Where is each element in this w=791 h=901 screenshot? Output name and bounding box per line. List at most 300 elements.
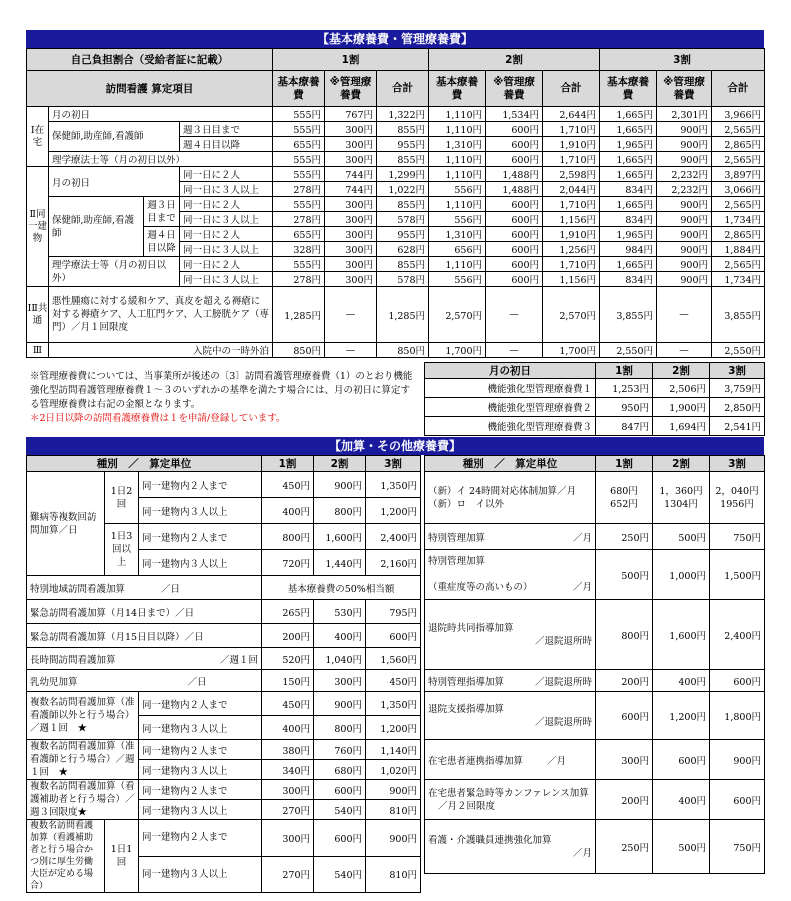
tokubetsu-kanri2-label [425, 550, 596, 600]
fee-cell: 530円 [314, 600, 366, 624]
fee-cell: 278円 [273, 272, 325, 287]
row-label: 同一日に３人以上 [180, 182, 273, 197]
fee-cell: 基本療養費の50%相当額 [262, 576, 421, 600]
fee-cell: 270円 [262, 800, 314, 820]
fee-cell: 3,855円 [712, 287, 765, 343]
fee-cell: 800円 [314, 498, 366, 524]
fee-cell: 500円 [596, 550, 653, 600]
kinou-head: 月の初日 [425, 363, 596, 379]
fee-cell: 300円 [325, 272, 377, 287]
burden-label: 自己負担割合（受給者証に記載） [27, 49, 273, 71]
choujikan-label [27, 648, 262, 670]
fee-cell: 900円 [657, 137, 712, 152]
fee-cell: 1,665円 [600, 107, 657, 122]
fee-cell: 900円 [657, 242, 712, 257]
group-label: Ⅱ同一建物 [27, 167, 49, 287]
fee-cell: 600円 [486, 212, 543, 227]
row-label: 同一建物内３人以上 [139, 856, 262, 893]
row-label: 緊急訪問看護加算（月14日まで）／日 [27, 600, 262, 624]
row-label: 週４日目以降 [144, 227, 180, 257]
kinou-col: 3割 [710, 363, 765, 379]
col-basic: 基本療養費 [273, 71, 325, 107]
fee-cell: 2,541円 [710, 417, 765, 436]
fee-value: 680円 [610, 485, 638, 497]
add-head-col: 3割 [366, 456, 421, 472]
fee-cell: 555円 [273, 152, 325, 167]
fee-cell: 2,570円 [429, 287, 486, 343]
fee-cell: 2,850円 [710, 398, 765, 417]
label-text: 退院時共同指導加算 [428, 622, 514, 634]
fee-cell: 300円 [262, 780, 314, 800]
fee-cell: 810円 [366, 800, 421, 820]
col-mgmt: ※管理療養費 [657, 71, 712, 107]
fee-cell: 1,560円 [366, 648, 421, 670]
tokubetsu-chiiki-label [27, 576, 262, 600]
row-label: 同一建物内３人以上 [139, 716, 262, 740]
row-label: 週３日目まで [144, 197, 180, 227]
fee-cell: 265円 [262, 600, 314, 624]
row-label: 同一建物内２人まで [139, 740, 262, 760]
fee-cell: 1,200円 [653, 692, 710, 740]
label-text: （新）ロ イ以外 [428, 498, 505, 510]
fee-cell: 3,897円 [712, 167, 765, 182]
kinou-row-label: 機能強化型管理療養費３ [425, 417, 596, 436]
fee-cell: 2,301円 [657, 107, 712, 122]
fee-cell: 556円 [429, 182, 486, 197]
fee-cell: 2,565円 [712, 197, 765, 212]
fee-cell: 1,488円 [486, 182, 543, 197]
fee-cell: 900円 [710, 740, 765, 780]
row-label: 同一建物内３人以上 [139, 800, 262, 820]
fee-cell: 2,550円 [712, 343, 765, 358]
label-text: 在宅患者連携指導加算 [428, 755, 524, 767]
row-label: 同一日に３人以上 [180, 272, 273, 287]
fukusu-label: 複数名訪問看護加算（准看護師と行う場合）／週１回 ★ [27, 740, 139, 780]
fee-cell: 450円 [262, 692, 314, 716]
section-banner-additions: 【加算・その他療養費】 [26, 437, 764, 455]
fee-cell: 900円 [657, 257, 712, 272]
fee-cell: 328円 [273, 242, 325, 257]
label-text: 退院支援指導加算 [428, 703, 505, 715]
fee-cell: 2,400円 [710, 600, 765, 670]
fee-cell: 1,285円 [273, 287, 325, 343]
fee-cell: 600円 [486, 152, 543, 167]
nanbyo-sub: 1日3回以上 [105, 524, 139, 576]
kinou-row-label: 機能強化型管理療養費２ [425, 398, 596, 417]
label-text: 特別地域訪問看護加算 [30, 583, 126, 595]
fee-cell: 1,965円 [600, 227, 657, 242]
group-label: ⅠⅡ共通 [27, 287, 49, 343]
fee-cell: 2,232円 [657, 182, 712, 197]
fee-cell: 2,598円 [543, 167, 600, 182]
fee-cell: 760円 [314, 740, 366, 760]
tokubetsu-kanri-label [425, 524, 596, 550]
label-text: 長時間訪問看護加算 [30, 654, 116, 666]
fee-cell: 1,350円 [366, 692, 421, 716]
fee-cell: 400円 [653, 670, 710, 692]
tokubetsu-shido-label [425, 670, 596, 692]
fee-cell: 1,800円 [710, 692, 765, 740]
fee-cell: 680円 [314, 760, 366, 780]
fee-value: 1956円 [720, 498, 754, 510]
row-label: 同一建物内３人以上 [139, 760, 262, 780]
fee-cell: 555円 [273, 107, 325, 122]
fee-cell: 450円 [366, 670, 421, 692]
fee-cell: 800円 [314, 716, 366, 740]
fee-cell: 850円 [273, 343, 325, 358]
fee-cell: 800円 [262, 524, 314, 550]
fee-cell: 2,644円 [543, 107, 600, 122]
fee-cell: 300円 [325, 197, 377, 212]
fee-cell: 900円 [657, 122, 712, 137]
group-label: Ⅲ [27, 343, 49, 358]
fee-cell: 300円 [325, 227, 377, 242]
fee-cell [653, 472, 710, 524]
kinou-col: 1割 [596, 363, 653, 379]
fee-cell: — [486, 343, 543, 358]
label-text: 看護・介護職員連携強化加算 [428, 834, 552, 846]
col-mgmt: ※管理療養費 [486, 71, 543, 107]
item-label: 訪問看護 算定項目 [27, 71, 273, 107]
fee-cell: 400円 [262, 498, 314, 524]
add-head-kind: 種別 ／ 算定単位 [425, 456, 596, 472]
fee-cell: 380円 [262, 740, 314, 760]
fee-cell: 1,253円 [596, 379, 653, 398]
fee-cell: 1,600円 [314, 524, 366, 550]
fee-cell: 1,710円 [543, 152, 600, 167]
fee-cell: 1,200円 [366, 498, 421, 524]
fee-cell: 834円 [600, 272, 657, 287]
fee-cell: 600円 [486, 122, 543, 137]
fee-cell: 600円 [486, 137, 543, 152]
fee-cell: 200円 [596, 780, 653, 820]
fee-cell: 1,600円 [653, 600, 710, 670]
fee-cell: 1,000円 [653, 550, 710, 600]
fee-cell: 2,506円 [653, 379, 710, 398]
fee-cell: 2,570円 [543, 287, 600, 343]
row-label: 週４日目以降 [180, 137, 273, 152]
fee-cell: 578円 [377, 212, 429, 227]
fee-cell: 1,665円 [600, 197, 657, 212]
taiin-shien-label [425, 692, 596, 740]
fee-cell: 556円 [429, 272, 486, 287]
col-mgmt: ※管理療養費 [325, 71, 377, 107]
fee-cell: 1,040円 [314, 648, 366, 670]
fee-cell: 300円 [325, 152, 377, 167]
fee-cell: 300円 [262, 820, 314, 857]
section-banner-basic: 【基本療養費・管理療養費】 [26, 30, 764, 48]
fee-cell: 655円 [273, 137, 325, 152]
fee-cell: 1,734円 [712, 212, 765, 227]
add-head-col: 2割 [314, 456, 366, 472]
header-3wari: 3割 [600, 49, 765, 71]
row-label: 同一建物内３人以上 [139, 550, 262, 576]
fee-cell: 1,694円 [653, 417, 710, 436]
fee-cell: 250円 [596, 820, 653, 874]
fee-cell [596, 472, 653, 524]
unit-text: ／月 [572, 532, 592, 544]
taiin-kyodo-label [425, 600, 596, 670]
fee-value: 652円 [610, 498, 638, 510]
unit-text: ／月 [572, 582, 592, 593]
fee-cell: 1,156円 [543, 272, 600, 287]
fee-cell: 300円 [314, 670, 366, 692]
fee-cell: 1,700円 [429, 343, 486, 358]
fee-cell: 200円 [596, 670, 653, 692]
unit-text: ／月 [547, 755, 567, 767]
fee-cell: 795円 [366, 600, 421, 624]
fee-cell: — [486, 287, 543, 343]
fee-cell: 655円 [273, 227, 325, 242]
col-total: 合計 [543, 71, 600, 107]
fee-cell: 540円 [314, 856, 366, 893]
unit-text: ／日 [161, 583, 181, 595]
fee-cell: 950円 [596, 398, 653, 417]
fee-cell: 855円 [377, 122, 429, 137]
fee-cell: 1,350円 [366, 472, 421, 498]
fee-cell: 750円 [710, 820, 765, 874]
fee-cell: 810円 [366, 856, 421, 893]
fee-cell: 500円 [653, 820, 710, 874]
row-label: 入院中の一時外泊 [49, 343, 273, 358]
row-label: 同一日に２人 [180, 167, 273, 182]
fee-cell: 900円 [314, 692, 366, 716]
group-label: Ⅰ在宅 [27, 107, 49, 167]
kinou-table [424, 362, 765, 436]
fee-cell: 900円 [366, 820, 421, 857]
label-text: 乳幼児加算 [30, 676, 78, 688]
fee-cell: 900円 [657, 227, 712, 242]
fee-cell: 2,565円 [712, 122, 765, 137]
fee-cell: 1,140円 [366, 740, 421, 760]
label-text: （新）イ 24時間対応体制加算／月 [428, 485, 577, 497]
row-label: 週３日目まで [180, 122, 273, 137]
fee-cell: 1,884円 [712, 242, 765, 257]
fee-cell: 1,110円 [429, 197, 486, 212]
renkei-label [425, 740, 596, 780]
fee-value: 2，040円 [715, 485, 759, 497]
row-label: 緊急訪問看護加算（月15日目以降）／日 [27, 624, 262, 648]
add-head-col: 2割 [653, 456, 710, 472]
row-label: 同一日に２人 [180, 197, 273, 212]
fee-cell: 540円 [314, 800, 366, 820]
fee-cell: 1,910円 [543, 227, 600, 242]
fee-cell: 900円 [657, 152, 712, 167]
fee-cell: 3,966円 [712, 107, 765, 122]
fee-cell: 955円 [377, 137, 429, 152]
row-label: 理学療法士等（月の初日以外） [49, 257, 180, 287]
row-label: 保健師,助産師,看護師 [49, 122, 180, 152]
fukusu-sub: 1日1回 [105, 820, 139, 893]
fee-cell: 1,110円 [429, 107, 486, 122]
row-label: 同一日に３人以上 [180, 212, 273, 227]
fee-cell: 834円 [600, 182, 657, 197]
fee-cell: 1,310円 [429, 227, 486, 242]
fee-cell: 2,550円 [600, 343, 657, 358]
fee-cell: — [657, 287, 712, 343]
management-note [26, 362, 420, 436]
fee-cell: 3,855円 [600, 287, 657, 343]
add-head-col: 3割 [710, 456, 765, 472]
fee-cell: 900円 [657, 272, 712, 287]
add-head-col: 1割 [596, 456, 653, 472]
label-text: （重症度等の高いもの） [428, 582, 533, 593]
row-label: 理学療法士等（月の初日以外） [49, 152, 273, 167]
row-label: 同一建物内２人まで [139, 524, 262, 550]
fee-cell: 270円 [262, 856, 314, 893]
fee-cell: 2,565円 [712, 152, 765, 167]
fee-cell: 1,200円 [366, 716, 421, 740]
header-2wari: 2割 [429, 49, 600, 71]
fee-cell: 450円 [262, 472, 314, 498]
fee-cell: 900円 [314, 472, 366, 498]
fee-cell: 1,534円 [486, 107, 543, 122]
nyuyouji-label [27, 670, 262, 692]
fee-cell: 900円 [366, 780, 421, 800]
fee-cell: 340円 [262, 760, 314, 780]
label-text: 特別管理指導加算 [428, 676, 505, 688]
fee-cell: 1,665円 [600, 257, 657, 272]
fee-cell: 900円 [657, 212, 712, 227]
fee-cell: 850円 [377, 343, 429, 358]
fee-cell: 1,665円 [600, 167, 657, 182]
row-label: 同一建物内２人まで [139, 692, 262, 716]
unit-text: ／日 [187, 676, 207, 688]
fee-cell: 628円 [377, 242, 429, 257]
row-label: 同一建物内２人まで [139, 820, 262, 857]
fee-cell: 278円 [273, 212, 325, 227]
col-total: 合計 [712, 71, 765, 107]
label-text: 特別管理加算 [428, 556, 486, 567]
fee-cell: 600円 [486, 227, 543, 242]
fee-cell: 300円 [325, 137, 377, 152]
fee-cell: 855円 [377, 152, 429, 167]
fee-cell: 2,232円 [657, 167, 712, 182]
row-label: 保健師,助産師,看護師 [49, 197, 144, 257]
label-text: 特別管理加算 [428, 532, 486, 544]
fee-cell: 400円 [653, 780, 710, 820]
fee-cell: 1,110円 [429, 167, 486, 182]
fee-cell: 200円 [262, 624, 314, 648]
fee-cell: 600円 [366, 624, 421, 648]
fee-cell: 1,965円 [600, 137, 657, 152]
note-text: ※管理療養費については、当事業所が後述の〔3〕訪問看護管理療養費（1）のとおり機能強化型訪問看護管理療養費１～３のいずれかの基準を満たす場合には、月の初日に算定する管理療養費は右記の金額となります。 [30, 371, 413, 410]
fee-cell: 300円 [325, 257, 377, 272]
fee-cell: 520円 [262, 648, 314, 670]
fee-cell: 2,565円 [712, 257, 765, 272]
fee-cell: 578円 [377, 272, 429, 287]
fee-cell: 600円 [314, 780, 366, 800]
fee-cell: 400円 [314, 624, 366, 648]
fee-cell: 984円 [600, 242, 657, 257]
fee-cell: 656円 [429, 242, 486, 257]
additions-left-table [26, 455, 421, 893]
fee-cell: 300円 [325, 212, 377, 227]
fee-cell: 855円 [377, 257, 429, 272]
fee-cell: 555円 [273, 197, 325, 212]
fee-cell: 847円 [596, 417, 653, 436]
fee-cell: — [325, 287, 377, 343]
unit-text: ／退院退所時 [534, 635, 592, 647]
fee-cell: 1,900円 [653, 398, 710, 417]
fee-cell: 1,710円 [543, 197, 600, 212]
fee-cell: 1,110円 [429, 257, 486, 272]
unit-text: ／月 [572, 847, 592, 859]
row-label: 月の初日 [49, 167, 180, 197]
col-basic: 基本療養費 [600, 71, 657, 107]
col-total: 合計 [377, 71, 429, 107]
row-label: 月の初日 [49, 107, 273, 122]
fee-cell: 744円 [325, 167, 377, 182]
row-label: 悪性腫瘍に対する緩和ケア、真皮を超える褥瘡に対する褥瘡ケア、人工肛門ケア、人工膀胱ケア（専門）／月１回限度 [49, 287, 273, 343]
fee-cell: 300円 [596, 740, 653, 780]
header-1wari: 1割 [273, 49, 429, 71]
fee-cell: 2,400円 [366, 524, 421, 550]
fee-cell: 600円 [710, 780, 765, 820]
kyoka-label [425, 820, 596, 874]
fee-cell: 1,020円 [366, 760, 421, 780]
fukusu-label: 複数名訪問看護加算（看護補助者と行う場合かつ別に厚生労働大臣が定める場合） [27, 820, 105, 893]
fee-cell: 2,865円 [712, 227, 765, 242]
fee-cell: 1,500円 [710, 550, 765, 600]
fee-cell: — [325, 343, 377, 358]
fee-cell: 600円 [486, 197, 543, 212]
fee-cell: 1,488円 [486, 167, 543, 182]
fee-cell: 1,665円 [600, 122, 657, 137]
fee-cell: 400円 [262, 716, 314, 740]
nanbyo-label: 難病等複数回訪問加算／日 [27, 472, 105, 576]
fee-cell: 900円 [657, 197, 712, 212]
fee-cell: 1,700円 [543, 343, 600, 358]
fee-cell: 1,710円 [543, 122, 600, 137]
fee-cell: 250円 [596, 524, 653, 550]
fee-cell: 600円 [486, 257, 543, 272]
fee-cell: 556円 [429, 212, 486, 227]
kinkyu24-label [425, 472, 596, 524]
fee-cell: 3,759円 [710, 379, 765, 398]
unit-text: ／退院退所時 [534, 716, 592, 728]
fee-cell: 600円 [314, 820, 366, 857]
note-red: ＊2日目以降の訪問看護療養費は１を申請/登録しています。 [30, 413, 286, 424]
fee-cell: 834円 [600, 212, 657, 227]
fee-cell: 1,322円 [377, 107, 429, 122]
kinou-col: 2割 [653, 363, 710, 379]
row-label: 同一日に３人以上 [180, 242, 273, 257]
fee-cell: 720円 [262, 550, 314, 576]
fee-cell: 1,910円 [543, 137, 600, 152]
fee-cell: 2,865円 [712, 137, 765, 152]
fee-cell: 955円 [377, 227, 429, 242]
fee-cell: 744円 [325, 182, 377, 197]
basic-fee-table [26, 48, 765, 358]
fee-cell: 555円 [273, 257, 325, 272]
fee-cell: 1,156円 [543, 212, 600, 227]
fee-cell: 750円 [710, 524, 765, 550]
row-label: 同一建物内３人以上 [139, 498, 262, 524]
fee-cell: 1,310円 [429, 137, 486, 152]
fee-cell: 600円 [486, 272, 543, 287]
fee-cell: 2,044円 [543, 182, 600, 197]
fee-cell: 600円 [653, 740, 710, 780]
fee-cell: 800円 [596, 600, 653, 670]
row-label: 同一建物内２人まで [139, 780, 262, 800]
fee-cell: 1,734円 [712, 272, 765, 287]
fee-cell: 150円 [262, 670, 314, 692]
fee-cell: 855円 [377, 197, 429, 212]
unit-text: ／退院退所時 [534, 676, 592, 688]
label-text: 在宅患者緊急時等カンファレンス加算 [428, 787, 589, 799]
fee-cell: 600円 [486, 242, 543, 257]
